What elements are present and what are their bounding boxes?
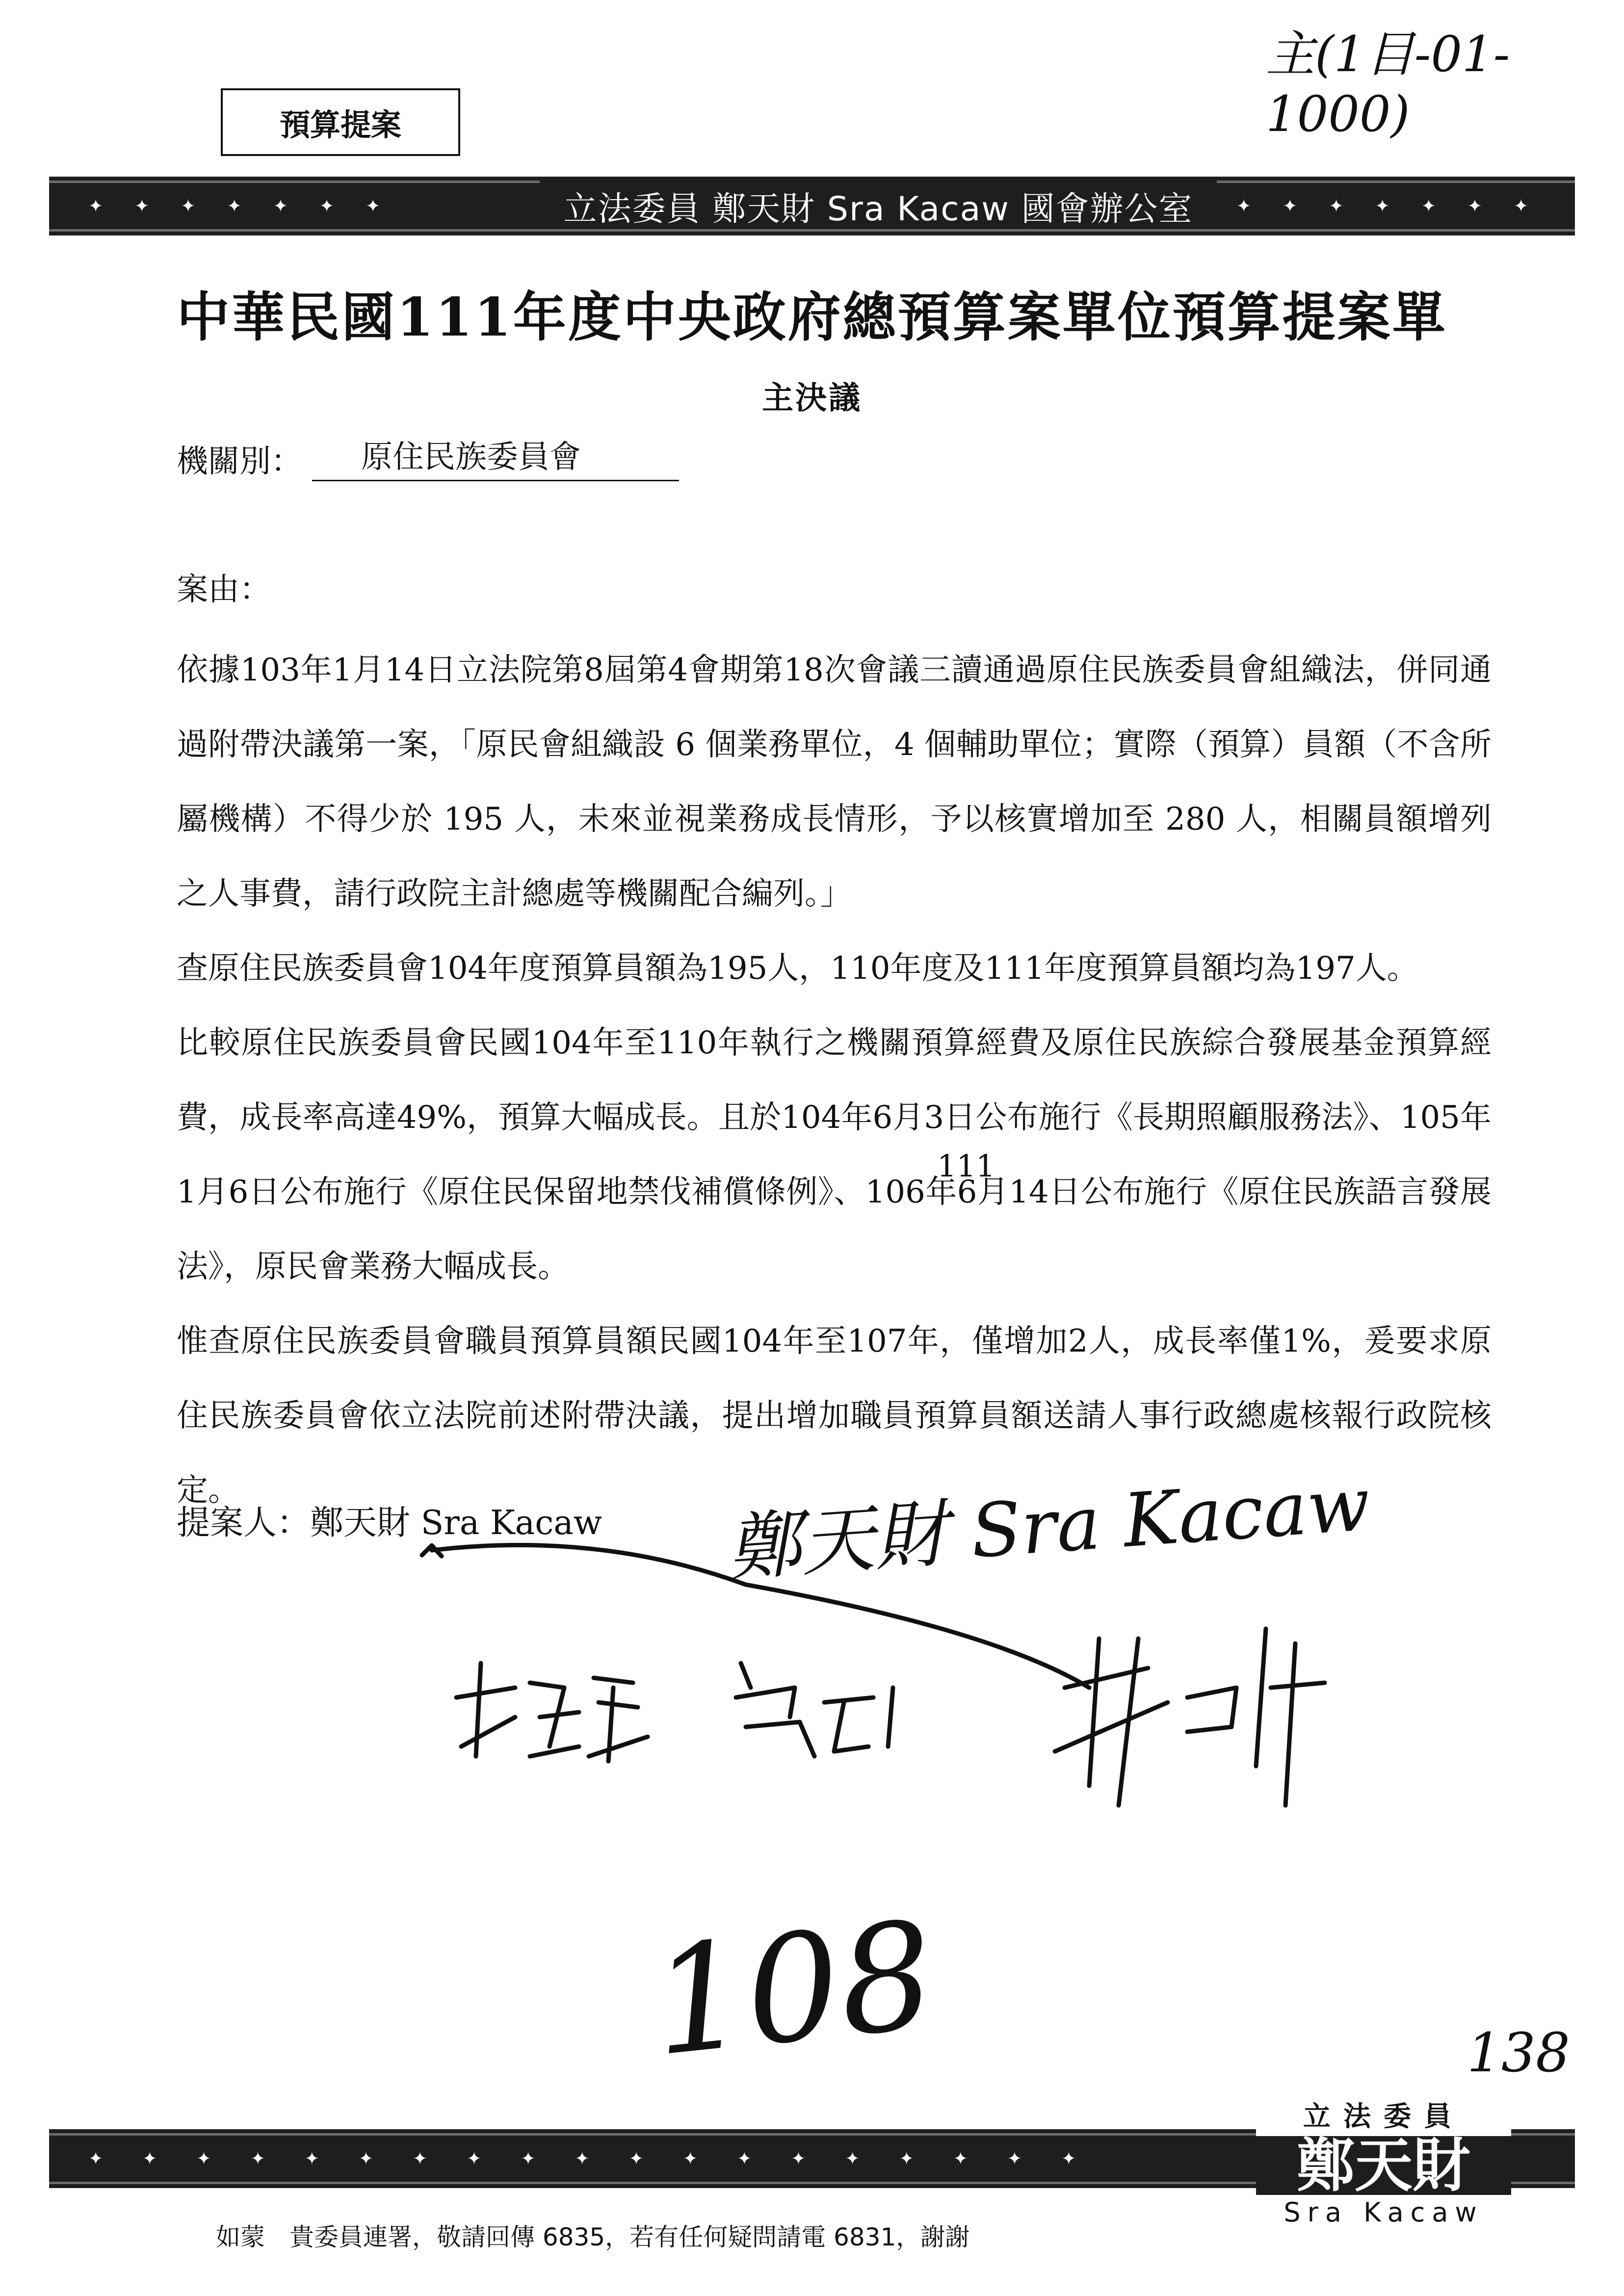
agency-value: 原住民族委員會: [312, 432, 679, 481]
handwritten-number: 108: [644, 1889, 942, 2089]
office-name: 立法委員 鄭天財 Sra Kacaw 國會辦公室: [540, 177, 1217, 235]
signature-co-signer-2: [736, 1663, 893, 1756]
agency-label: 機關別：: [177, 444, 302, 480]
signature-co-signer-1: [456, 1663, 648, 1761]
signature-arrow: [432, 1545, 1089, 1688]
body-paragraph: 查原住民族委員會104年度預算員額為195人，110年度及111年度預算員額均為197人。: [177, 950, 1418, 987]
handwritten-page-number: 138: [1467, 2021, 1570, 2084]
logo-romanized: Sra Kacaw: [1283, 2197, 1484, 2228]
body-paragraph: 比較原住民族委員會民國104年至110年執行之機關預算經費及原住民族綜合發展基金預算經費，成長率高達49%，預算大幅成長。且於104年6月3日公布施行《長期照顧服務法》、105年1月6日公布施行《原住民保留地禁伐補償條例》、106年6月14日公布施行《原住民族語言發展法》，原民會業務大幅成長。: [177, 1025, 1492, 1285]
handwritten-doc-code: 主(1目-01-1000): [1266, 26, 1510, 143]
proposer-line: [177, 1496, 602, 1544]
band-ornament-right: ✦ ✦ ✦ ✦ ✦ ✦ ✦: [1236, 196, 1529, 216]
body-paragraph: 惟查原住民族委員會職員預算員額民國104年至107年，僅增加2人，成長率僅1%，爰要求原住民族委員會依立法院前述附帶決議，提出增加職員預算員額送請人事行政總處核報行政院核定。: [177, 1323, 1492, 1509]
body-paragraph: 依據103年1月14日立法院第8屆第4會期第18次會議三讀通過原住民族委員會組織法，併同通過附帶決議第一案，「原民會組織設 6 個業務單位，4 個輔助單位；實際（預算）員額（不含所屬機構）不得少於 195 人，未來並視業務成長情形，予以核實增加至 280 人，相關員額增列之人事費，請行政院主計總處等機關配合編列。」: [177, 652, 1492, 912]
reason-label: 案由：: [177, 572, 271, 608]
logo-title: 立法委員: [1303, 2101, 1464, 2133]
cosign-footnote: 如蒙 貴委員連署，敬請回傳 6835，若有任何疑問請電 6831，謝謝: [216, 2223, 970, 2251]
band-ornament-bottom: ✦ ✦ ✦ ✦ ✦ ✦ ✦ ✦ ✦ ✦ ✦ ✦ ✦ ✦ ✦ ✦ ✦ ✦ ✦: [88, 2148, 1076, 2169]
header-band: [49, 177, 1575, 235]
proposal-type-label: 預算提案: [279, 106, 401, 143]
proposer-name: 鄭天財 Sra Kacaw: [310, 1504, 602, 1542]
signature-co-signer-3: [1055, 1629, 1325, 1805]
proposer-label: 提案人：: [177, 1504, 311, 1542]
proposal-type-box: [221, 88, 460, 156]
band-ornament-left: ✦ ✦ ✦ ✦ ✦ ✦ ✦: [88, 196, 381, 216]
signature-primary: 鄭天財 Sra Kacaw: [724, 1461, 1373, 1592]
document-subtitle: 主決議: [762, 380, 862, 417]
legislator-logo: [1256, 2095, 1511, 2228]
handwritten-correction: 111: [937, 1148, 995, 1184]
agency-row: [177, 432, 679, 481]
logo-name: 鄭天財: [1256, 2136, 1511, 2195]
reason-body: [177, 633, 1492, 1528]
signature-scribbles: [402, 1540, 1433, 1815]
document-title: 中華民國111年度中央政府總預算案單位預算提案單: [177, 287, 1447, 348]
